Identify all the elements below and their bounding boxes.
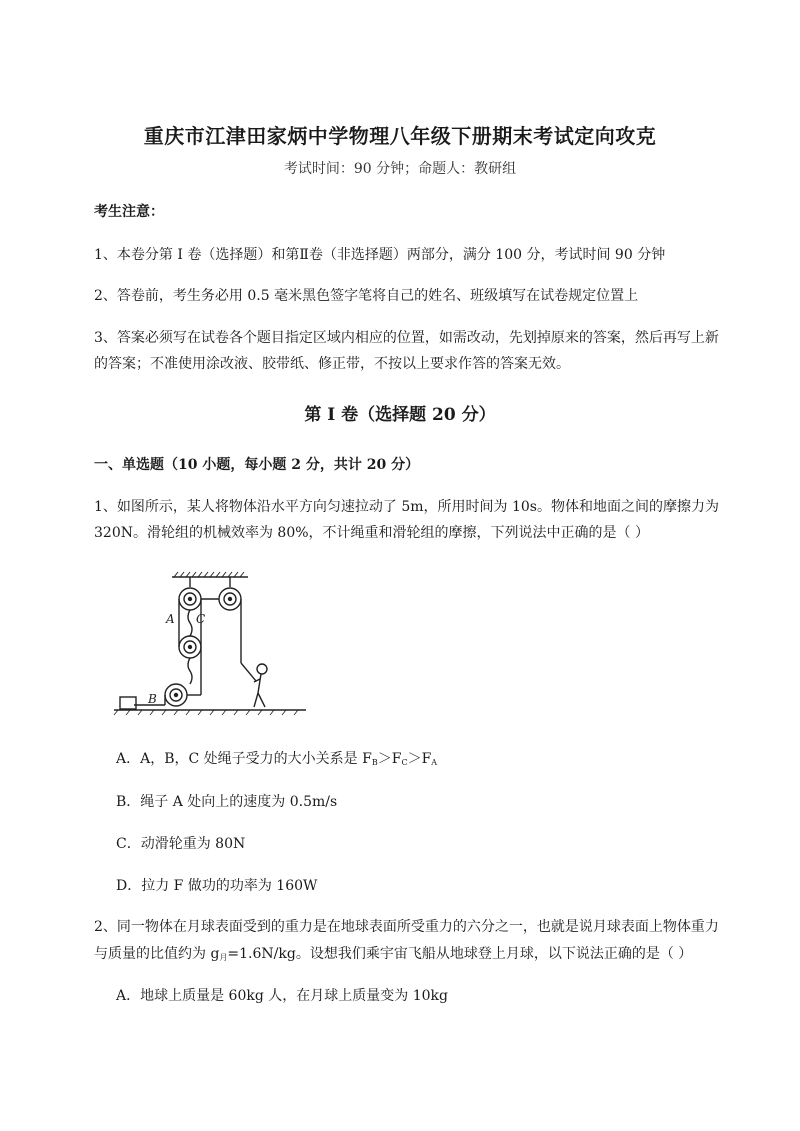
q2-stem-line-2: 与质量的比值约为 $g_月=1.6N/kg$。设想我们乘宇宙飞船从地球登上月球，以下说法正确的是（ ）	[94, 946, 693, 962]
notice-item-3-line-2: 的答案；不准使用涂改液、胶带纸、修正带，不按以上要求作答的答案无效。	[94, 356, 570, 372]
pulley-system-figure	[110, 565, 310, 725]
q1-stem-line-1: 1、如图所示，某人将物体沿水平方向匀速拉动了 5m，所用时间为 10s。物体和地面之间的摩擦力为	[94, 499, 719, 515]
exam-info: 考试时间：90 分钟；命题人：教研组	[283, 161, 517, 177]
q2-option-a[interactable]: A．地球上质量是 60kg 人，在月球上质量变为 10kg	[116, 988, 448, 1004]
question-group-heading: 一、单选题（10 小题，每小题 2 分，共计 20 分）	[94, 457, 420, 473]
section-title: 第 I 卷（选择题 20 分）	[304, 405, 496, 425]
figure-label-a: A	[166, 612, 175, 626]
figure-label-c: C	[196, 612, 206, 626]
q2-stem-line-1: 2、同一物体在月球表面受到的重力是在地球表面所受重力的六分之一，也就是说月球表面上物体重力	[94, 919, 719, 935]
page-title: 重庆市江津田家炳中学物理八年级下册期末考试定向攻克	[143, 124, 657, 148]
q1-option-a[interactable]: A．A，B，C 处绳子受力的大小关系是 $F_B>F_C>F_A$	[116, 751, 438, 767]
notice-item-3-line-1: 3、答案必须写在试卷各个题目指定区域内相应的位置，如需改动，先划掉原来的答案，然后再写上新	[94, 330, 719, 346]
notice-item-1: 1、本卷分第 I 卷（选择题）和第Ⅱ卷（非选择题）两部分，满分 100 分，考试时间 90 分钟	[94, 247, 666, 263]
q1-option-d[interactable]: D．拉力 F 做功的功率为 160W	[116, 878, 318, 894]
figure-label-b: B	[148, 692, 157, 706]
q1-stem-line-2: 320N。滑轮组的机械效率为 80%，不计绳重和滑轮组的摩擦，下列说法中正确的是（ ）	[94, 525, 649, 541]
q1-option-c[interactable]: C．动滑轮重为 80N	[116, 836, 246, 852]
q1-option-b[interactable]: B．绳子 A 处向上的速度为 0.5m/s	[116, 794, 338, 810]
notice-item-2: 2、答卷前，考生务必用 0.5 毫米黑色签字笔将自己的姓名、班级填写在试卷规定位置上	[94, 288, 639, 304]
notice-heading: 考生注意：	[94, 204, 164, 220]
